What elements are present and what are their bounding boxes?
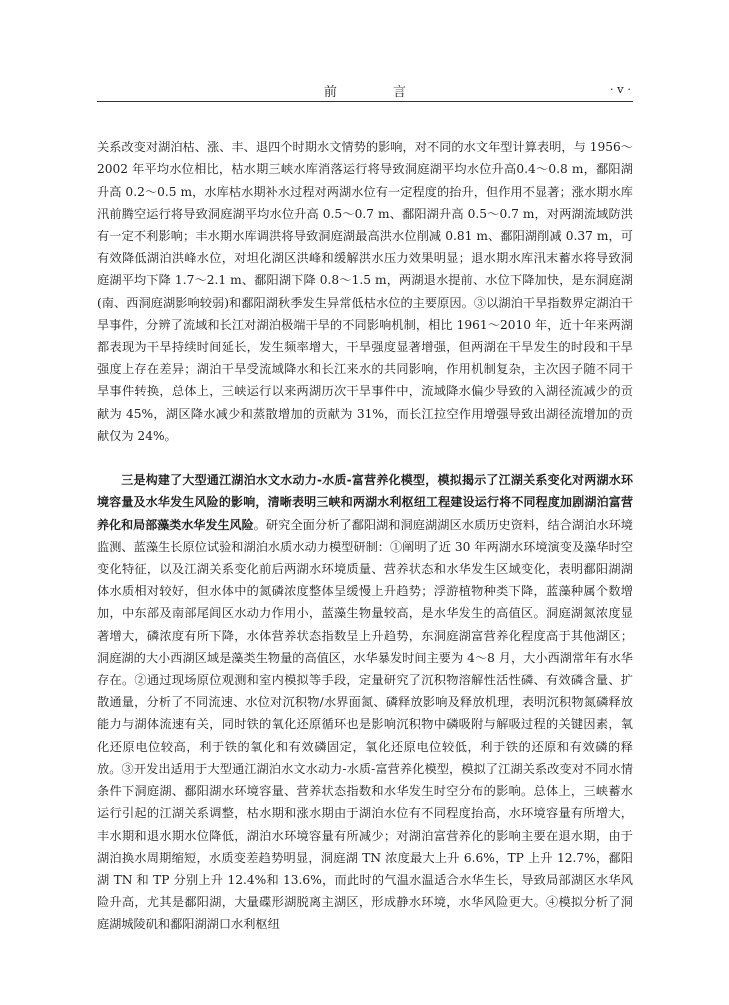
paragraph-2 [97, 469, 633, 935]
body-text [97, 114, 633, 958]
bold-lead-sentence: 三是构建了大型通江湖泊水文水动力-水质-富营养化模型，模拟揭示了江湖关系变化对两湖水环境容量及水华发生风险的影响，清晰表明三峡和两湖水利枢纽工程建设运行将不同程度加剧湖泊富营养化和局部藻类水华发生风险 [97, 473, 633, 532]
page-header [97, 79, 633, 102]
page-number: · v · [609, 82, 631, 96]
paragraph-2-text: 。研究全面分析了鄱阳湖和洞庭湖湖区水质历史资料，结合湖泊水环境监测、蓝藻生长原位试验和湖泊水质水动力模型研制：①阐明了近 30 年两湖水环境演变及藻华时空变化特征，以及江湖关系变化前后两湖水环境质量、营养状态和水华发生区域变化，表明鄱阳湖湖体水质相对较好，但水体中的氮磷浓度整体呈缓慢上升趋势；浮游植物种类下降，蓝藻种属个数增加，中东部及南部尾闾区水动力作用小，蓝藻生物量较高，是水华发生的高值区。洞庭湖氮浓度显著增大，磷浓度有所下降，水体营养状态指数呈上升趋势，东洞庭湖富营养化程度高于其他湖区；洞庭湖的大小西湖区域是藻类生物量的高值区，水华暴发时间主要为 4～8 月，大小西湖常年有水华存在。②通过现场原位观测和室内模拟等手段，定量研究了沉积物溶解性活性磷、有效磷含量、扩散通量，分析了不同流速、水位对沉积物/水界面氮、磷释放影响及释放机理，表明沉积物氮磷释放能力与湖体流速有关，同时铁的氧化还原循环也是影响沉积物中磷吸附与解吸过程的关键因素，氧化还原电位较高，利于铁的氧化和有效磷固定，氧化还原电位较低，利于铁的还原和有效磷的释放。③开发出适用于大型通江湖泊水文水动力-水质-富营养化模型，模拟了江湖关系改变对不同水情条件下洞庭湖、鄱阳湖水环境容量、营养状态指数和水华发生时空分布的影响。总体上，三峡蓄水运行引起的江湖关系调整，枯水期和涨水期由于湖泊水位有不同程度抬高，水环境容量有所增大，丰水期和退水期水位降低，湖泊水环境容量有所减少；对湖泊富营养化的影响主要在退水期，由于湖泊换水周期缩短，水质变差趋势明显，洞庭湖 TN 浓度最大上升 6.6%，TP 上升 12.7%，鄱阳湖 TN 和 TP 分别上升 12.4%和 13.6%，而此时的气温水温适合水华生长，导致局部湖区水华风险升高，尤其是鄱阳湖，大量碟形湖脱离主湖区，形成静水环境，水华风险更大。④模拟分析了洞庭湖城陵矶和鄱阳湖湖口水利枢纽 [97, 517, 633, 932]
paragraph-1: 关系改变对湖泊枯、涨、丰、退四个时期水文情势的影响，对不同的水文年型计算表明，与 1956～2002 年平均水位相比，枯水期三峡水库消落运行将导致洞庭湖平均水位升高0.4～0.8 m，鄱阳湖升高 0.2～0.5 m，水库枯水期补水过程对两湖水位有一定程度的抬升，但作用不显著；涨水期水库汛前腾空运行将导致洞庭湖平均水位升高 0.5～0.7 m、鄱阳湖升高 0.5～0.7 m，对两湖流域防洪有一定不利影响；丰水期水库调洪将导致洞庭湖最高洪水位削减 0.81 m、鄱阳湖削减 0.37 m，可有效降低湖泊洪峰水位，对坦化湖区洪峰和缓解洪水压力效果明显；退水期水库汛末蓄水将导致洞庭湖平均下降 1.7～2.1 m、鄱阳湖下降 0.8～1.5 m，两湖退水提前、水位下降加快，是东洞庭湖(南、西洞庭湖影响较弱)和鄱阳湖秋季发生异常低枯水位的主要原因。③以湖泊干旱指数界定湖泊干旱事件，分辨了流域和长江对湖泊极端干旱的不同影响机制，相比 1961～2010 年，近十年来两湖都表现为干旱持续时间延长，发生频率增大，干旱强度显著增强，但两湖在干旱发生的时段和干旱强度上存在差异；湖泊干旱受流域降水和长江来水的共同影响，作用机制复杂，主次因子随不同干旱事件转换，总体上，三峡运行以来两湖历次干旱事件中，流域降水偏少导致的入湖径流减少的贡献为 45%，湖区降水减少和蒸散增加的贡献为 31%，而长江拉空作用增强导致出湖径流增加的贡献仅为 24%。 [97, 140, 633, 443]
running-title: 前 言 [323, 85, 433, 100]
